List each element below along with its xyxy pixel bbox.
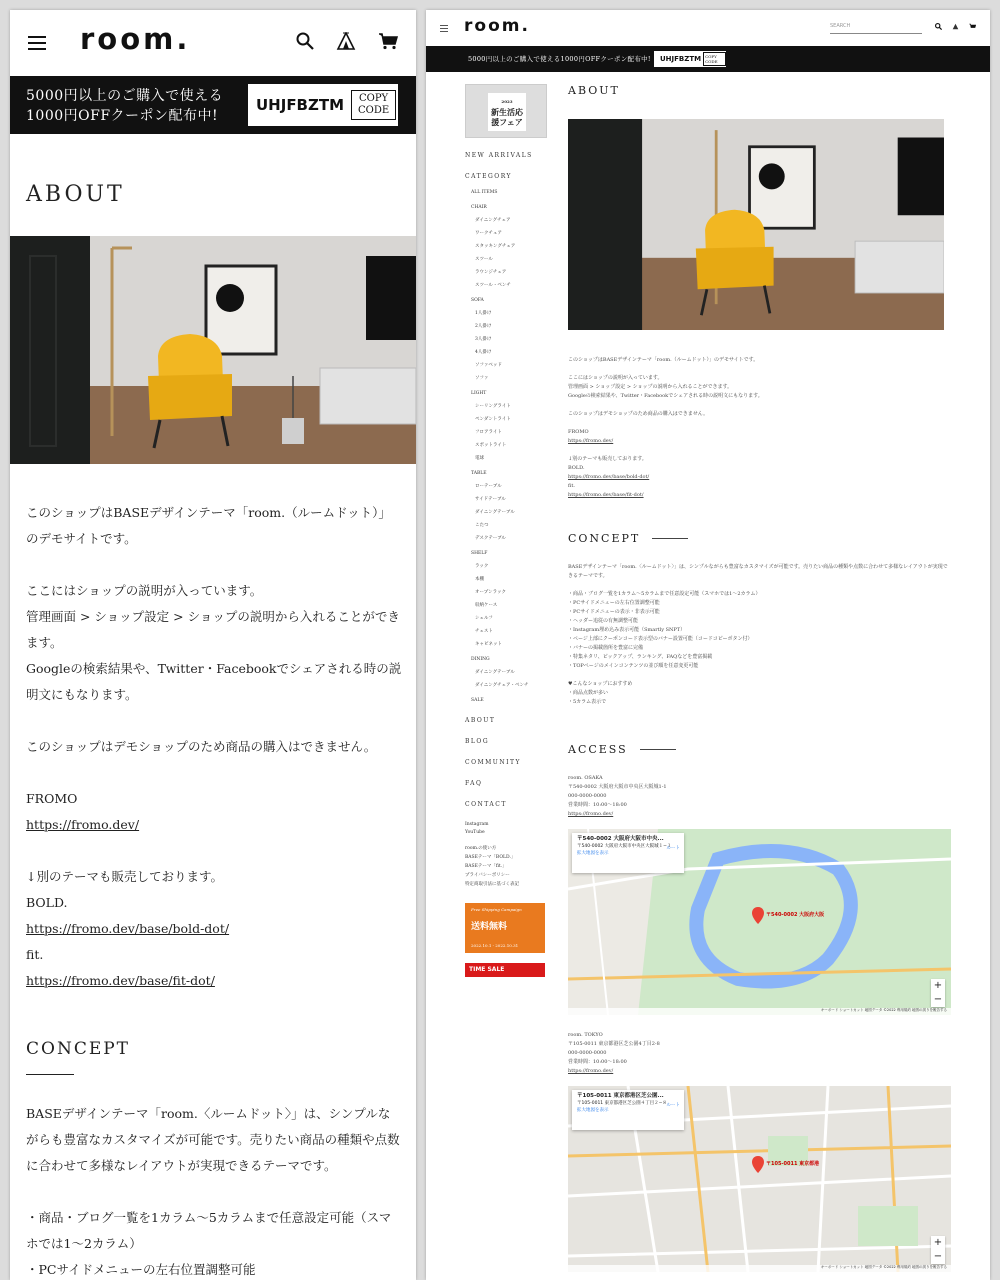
subcategory-item[interactable]: ソファベッド [475,363,502,368]
about-line: BOLD. [568,465,585,471]
footer-link[interactable]: 特定商取引法に基づく表記 [465,882,519,887]
coupon-code: UHJFBZTM [256,96,345,114]
subcategory-item[interactable]: ペンダントライト [475,417,511,422]
about-line: Googleの検索結果や、Twitter・Facebookでシェアされる時の説明文にもなります。 [26,661,402,702]
concept-bullet: ・Instagram埋め込み表示可能（Smartly SNPT） [568,627,686,633]
hero-photo-yellow-chair [568,119,944,330]
copy-code-button[interactable]: COPY CODE [703,52,726,66]
about-line: ↓別のテーマも販売しております。 [568,456,647,462]
desktop-header [426,10,990,46]
page-title: ABOUT [26,182,125,207]
bold-theme-link[interactable]: https://fromo.dev/base/bold-dot/ [26,921,230,936]
free-shipping-title: Free Shipping Campaign [471,907,522,912]
fromo-link[interactable]: https://fromo.dev/ [568,438,614,444]
concept-bullet: ・PCサイドメニューの左右位置調整可能 [568,600,660,606]
subcategory-item[interactable]: スツール [475,257,493,262]
coupon-banner [426,46,990,72]
subcategory-item[interactable]: ラウンジチェア [475,270,507,275]
about-line: このショップはBASEデザインテーマ「room.（ルームドット）」のデモサイトです。 [568,357,759,363]
about-heading: ABOUT [568,84,620,97]
footer-link[interactable]: room.の使い方 [465,846,497,851]
concept-bullet: ・PCサイドメニューの左右位置調整可能 [26,1262,256,1277]
about-line: fit. [568,483,575,489]
concept-bullet: ・特集ネタリ、ピックアップ、ランキング、FAQなどを豊富掲載 [568,654,713,660]
subcategory-item[interactable]: 4人掛け [475,350,492,355]
concept-bullet: ・TOPページのメインコンテンツの並び順を任意変更可能 [568,663,699,669]
concept-text [568,563,952,707]
nav-faq[interactable]: FAQ [465,780,483,787]
category-shelf[interactable]: SHELF [471,551,488,556]
subcategory-item[interactable]: 電球 [475,456,484,461]
sidebar [465,84,549,977]
access-heading [568,743,952,756]
cart-icon[interactable] [969,23,976,30]
bold-theme-link[interactable]: https://fromo.dev/base/bold-dot/ [568,474,650,480]
fit-theme-link[interactable]: https://fromo.dev/base/fit-dot/ [26,973,215,988]
about-line: このショップはデモショップのため商品の購入はできません。 [568,411,709,417]
desktop-screen [426,10,990,1280]
shop-address: 〒105-0011 東京都港区芝公園4丁目2-8 [568,1041,660,1047]
category-sofa[interactable]: SOFA [471,298,484,303]
category-table[interactable]: TABLE [471,471,487,476]
map-subtitle: 〒540-0002 大阪府大阪市中央区大阪城１−１ [577,844,672,849]
about-line: ↓別のテーマも販売しております。 [26,869,223,884]
logo[interactable]: room. [80,22,191,56]
nav-community[interactable]: COMMUNITY [465,759,521,766]
subcategory-item[interactable]: こたつ [475,523,489,528]
free-shipping-text: 送料無料 [471,922,508,932]
coupon-banner-text: 5000円以上のご購入で使える1000円OFFクーポン配布中! [26,88,224,124]
about-line: ここにはショップの説明が入っています。 [568,375,663,381]
concept-bullet: ・PCサイドメニューの表示・非表示可能 [568,609,660,615]
about-text [26,500,402,1280]
access-title: ACCESS [568,743,628,756]
sidebar-new-life-banner[interactable] [465,84,547,138]
map-title: 〒105-0011 東京都港区芝公園... [577,1093,664,1099]
map-zoom-controls[interactable]: + − [931,1236,945,1264]
tent-icon[interactable] [952,23,959,30]
subcategory-item[interactable]: ダイニングテーブル [475,670,515,675]
nav-contact[interactable]: CONTACT [465,801,507,808]
subcategory-item[interactable]: サイドテーブル [475,497,506,502]
shop-hours: 営業時間：10:00〜18:00 [568,802,627,808]
shop-hours: 営業時間：10:00〜18:00 [568,1059,627,1065]
concept-bullet: ・商品・ブログ一覧を1カラム〜5カラムまで任意設定可能（スマホでは1〜2カラム） [568,591,761,597]
concept-heading [568,532,952,545]
category-dining[interactable]: DINING [471,657,490,662]
concept-intro: BASEデザインテーマ「room.〈ルームドット〉」は、シンプルながらも豊富なカスタマイズが可能です。売りたい商品の種類や点数に合わせて多様なレイアウトが実現できるテーマです。 [568,564,948,579]
fit-theme-link[interactable]: https://fromo.dev/base/fit-dot/ [568,492,644,498]
nav-category[interactable]: CATEGORY [465,173,512,180]
free-shipping-banner[interactable] [465,903,545,953]
about-line: ここにはショップの説明が入っています。 [26,583,263,598]
subcategory-item[interactable]: オープンラック [475,590,507,595]
subcategory-item[interactable]: フロアライト [475,430,502,435]
mobile-header [10,10,416,76]
about-line: fit. [26,947,44,962]
map-enlarge-link[interactable]: 拡大地図を表示 [577,1108,609,1113]
shop-tel: 000-0000-0000 [568,1050,607,1056]
free-shipping-dates: 2022.10.1 - 2022.10.31 [471,943,519,948]
map-info-card [572,1090,684,1130]
banner-text: 新生活応援フェア [491,107,523,127]
concept-bullet: ・ヘッダー追従の有無調整可能 [568,618,639,624]
map-enlarge-link[interactable]: 拡大地図を表示 [577,851,609,856]
coupon-banner [10,76,416,134]
map-route-link[interactable]: ルート [666,846,680,851]
about-line: Googleの検索結果や、Twitter・Facebookでシェアされる時の説明文にもなります。 [568,393,763,399]
hamburger-menu-icon[interactable] [28,36,46,50]
concept-underline [26,1074,74,1075]
logo[interactable]: room. [464,16,530,36]
category-all-items[interactable]: ALL ITEMS [471,190,498,195]
search-icon[interactable] [296,32,314,50]
subcategory-item[interactable]: 1人掛け [475,311,492,316]
tent-icon[interactable] [336,32,356,50]
subcategory-item[interactable]: キャビネット [475,642,502,647]
main-content [568,84,952,1272]
recommend-title: ♥こんなショップにおすすめ [568,681,633,687]
category-light[interactable]: LIGHT [471,391,487,396]
google-map[interactable] [568,829,951,1015]
about-text [568,356,952,500]
mobile-screen [10,10,416,1280]
social-instagram[interactable]: Instagram [465,822,489,827]
map-subtitle: 〒105-0011 東京都港区芝公園４丁目２−８ [577,1101,667,1106]
subcategory-item[interactable]: ダイニングチェア・ベンチ [475,683,529,688]
about-line: このショップはデモショップのため商品の購入はできません。 [26,739,377,754]
copy-code-button[interactable]: COPY CODE [351,90,396,120]
category-chair[interactable]: CHAIR [471,205,487,210]
coupon-box [248,84,398,126]
footer-link[interactable]: BASEテーマ「BOLD.」 [465,855,516,860]
coupon-banner-text: 5000円以上のご購入で使える1000円OFFクーポン配布中! [468,55,651,63]
subcategory-item[interactable]: ソファ [475,376,489,381]
subcategory-item[interactable]: 収納ケース [475,603,498,608]
about-line: FROMO [26,791,78,806]
concept-bullet: ・ページ上部にクーポンコード表示型のバナー設置可能（コードコピーボタン付） [568,636,753,642]
shop-name: room. OSAKA [568,775,603,781]
subcategory-item[interactable]: 3人掛け [475,337,492,342]
about-line: このショップはBASEデザインテーマ「room.（ルームドット）」のデモサイトです。 [26,505,391,546]
subcategory-item[interactable]: ラック [475,564,489,569]
map-info-card [572,833,684,873]
shop-tel: 000-0000-0000 [568,793,607,799]
shop-url[interactable]: https://fromo.dev/ [568,1068,614,1074]
recommend-item: ・商品点数が多い [568,690,609,696]
subcategory-item[interactable]: スタッキングチェア [475,244,516,249]
subcategory-item[interactable]: デスクテーブル [475,536,506,541]
page-title [568,84,952,97]
about-line: FROMO [568,429,589,435]
shop-url[interactable]: https://fromo.dev/ [568,811,614,817]
coupon-code: UHJFBZTM [660,55,702,63]
map-title: 〒540-0002 大阪府大阪市中央... [577,836,664,842]
nav-about[interactable]: ABOUT [465,717,496,724]
shop-address: 〒540-0002 大阪府大阪市中央区大阪城1-1 [568,784,667,790]
footer-link[interactable]: プライバシーポリシー [465,873,510,878]
subcategory-item[interactable]: シーリングライト [475,404,511,409]
search-icon[interactable] [935,23,942,30]
subcategory-item[interactable]: 本棚 [475,577,484,582]
concept-heading: CONCEPT [26,1039,131,1059]
hamburger-menu-icon[interactable] [440,25,448,34]
coupon-box [654,51,726,67]
map-footer: キーボード ショートカット 地図データ ©2022 利用規約 地図の誤りを報告する [568,1008,951,1015]
map-zoom-controls[interactable]: + − [931,979,945,1007]
shop-name: room. TOKYO [568,1032,603,1038]
category-sale[interactable]: SALE [471,698,484,703]
concept-bullet: ・商品・ブログ一覧を1カラム〜5カラムまで任意設定可能（スマホでは1〜2カラム） [26,1210,392,1251]
about-line: 管理画面 > ショップ設定 > ショップの説明から入れることができます。 [568,384,733,390]
shop-info [568,774,952,819]
subcategory-item[interactable]: ローテーブル [475,484,502,489]
social-youtube[interactable]: YouTube [465,830,485,835]
subcategory-item[interactable]: 2人掛け [475,324,492,329]
concept-intro: BASEデザインテーマ「room.〈ルームドット〉」は、シンプルながらも豊富なカスタマイズが可能です。売りたい商品の種類や点数に合わせて多様なレイアウトが実現できるテーマです。 [26,1106,400,1173]
search-input[interactable]: SEARCH [830,23,922,34]
subcategory-item[interactable]: チェスト [475,629,493,634]
about-line: 管理画面 > ショップ設定 > ショップの説明から入れることができます。 [26,609,400,650]
subcategory-item[interactable]: ダイニングチェア [475,218,511,223]
subcategory-item[interactable]: ダイニングテーブル [475,510,515,515]
banner-badge: 2023 [501,99,513,104]
subcategory-item[interactable]: スポットライト [475,443,507,448]
map-pin-label: 〒540-0002 大阪府大阪 [766,912,825,918]
subcategory-item[interactable]: ワークチェア [475,231,502,236]
concept-title: CONCEPT [568,532,641,545]
map-footer: キーボード ショートカット 地図データ ©2022 利用規約 地図の誤りを報告する [568,1265,951,1272]
footer-link[interactable]: BASEテーマ「fit.」 [465,864,507,869]
subcategory-item[interactable]: シェルフ [475,616,493,621]
time-sale-banner[interactable]: TIME SALE [465,963,545,977]
shop-info [568,1031,952,1076]
google-map[interactable] [568,1086,951,1272]
recommend-item: ・5カラム表示で [568,699,607,705]
map-route-link[interactable]: ルート [666,1103,680,1108]
nav-blog[interactable]: BLOG [465,738,490,745]
nav-new-arrivals[interactable]: NEW ARRIVALS [465,152,533,159]
map-pin-label: 〒105-0011 東京都港 [766,1161,820,1167]
concept-bullet: ・バナーの掲載箇所を豊富に完備 [568,645,644,651]
fromo-link[interactable]: https://fromo.dev/ [26,817,140,832]
hero-photo-yellow-chair [10,236,416,464]
about-line: BOLD. [26,895,68,910]
cart-icon[interactable] [378,32,398,50]
subcategory-item[interactable]: スツール・ベンチ [475,283,511,288]
